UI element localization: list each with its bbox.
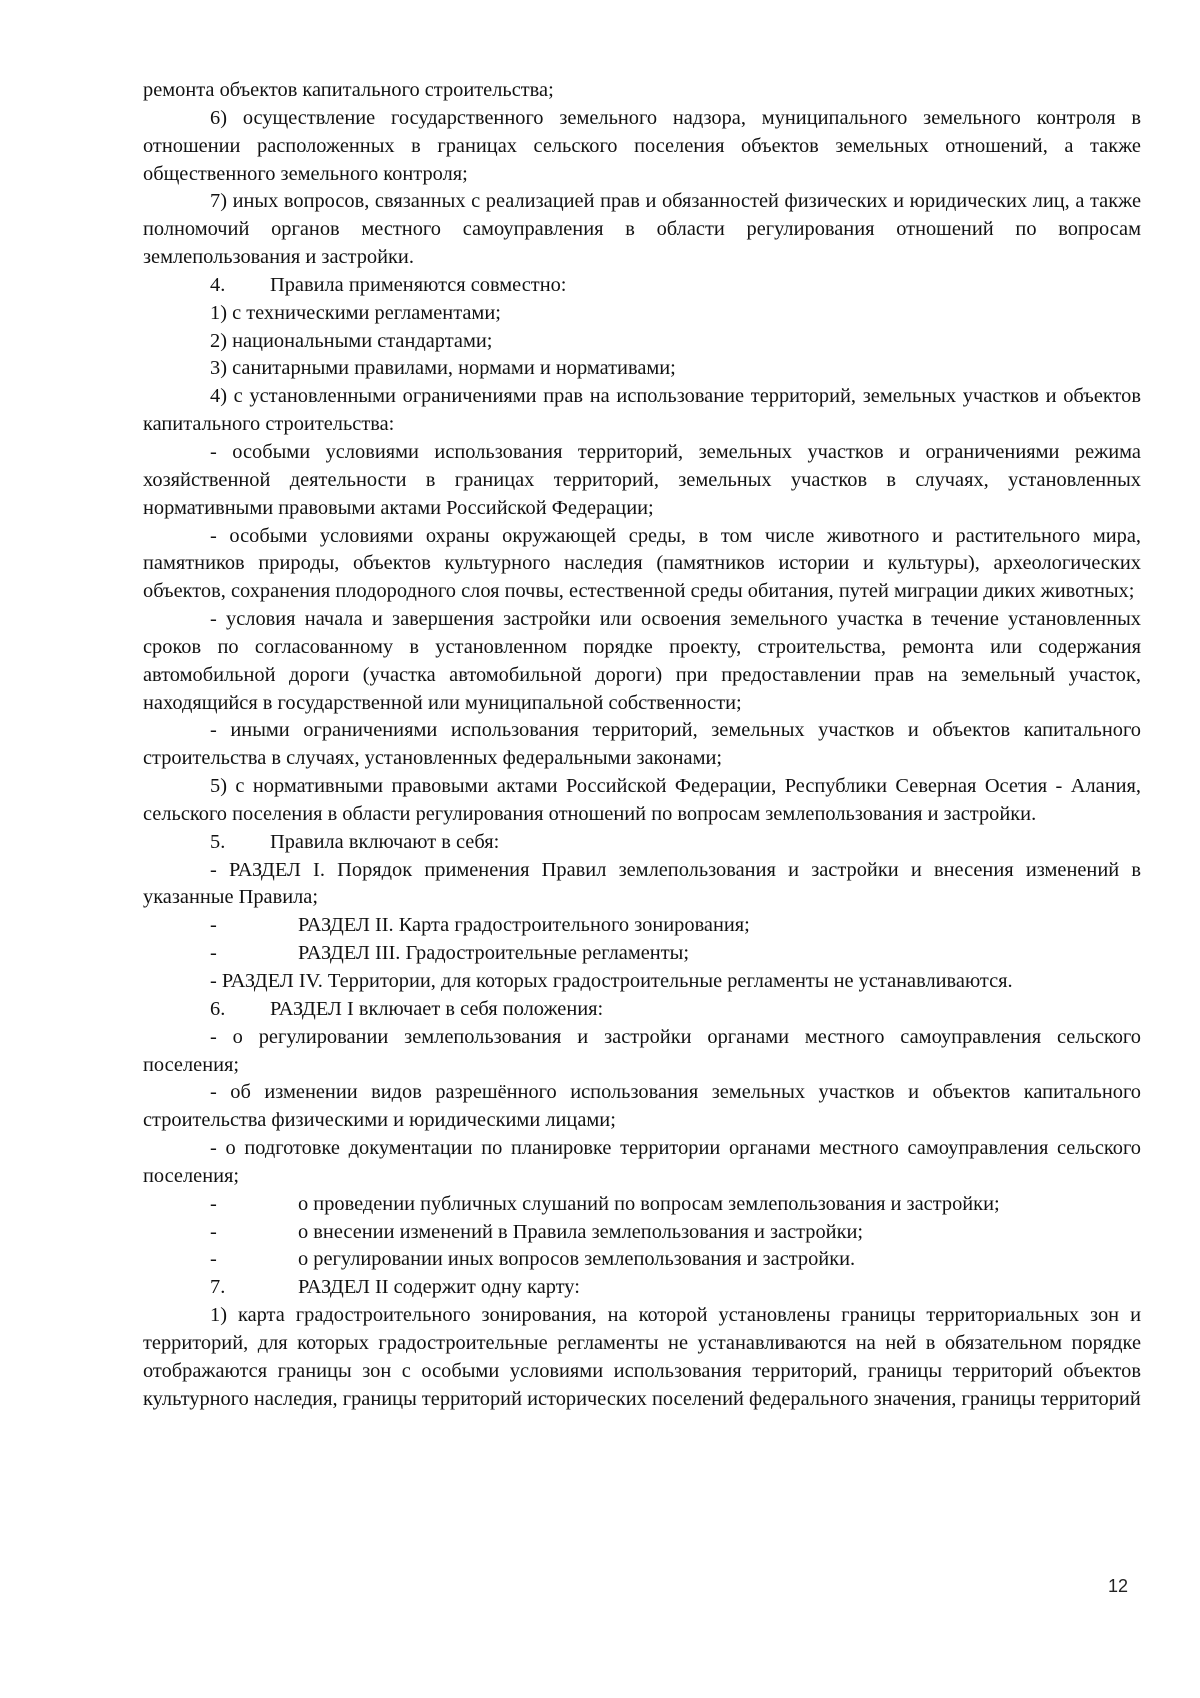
list-item-4: 4) с установленными ограничениями прав на использование территорий, земельных участков и объектов капитального строительства: bbox=[143, 385, 1141, 436]
dash-marker: - bbox=[210, 942, 217, 965]
section-6-number: 6. bbox=[210, 997, 226, 1020]
dash-marker: - bbox=[210, 914, 217, 937]
paragraph-item-6: 6) осуществление государственного земельного надзора, муниципального земельного контроля в отношении расположенных в границах сельского поселения объектов земельных отношений, а также общественного земельного контроля; bbox=[143, 106, 1141, 185]
dash-marker: - bbox=[210, 1192, 217, 1215]
paragraph-item-7: 7) иных вопросов, связанных с реализацией прав и обязанностей физических и юридических лиц, а также полномочий органов местного самоуправления в области регулирования отношений по вопросам землепользования и застройки. bbox=[143, 190, 1141, 269]
section-item-part-2-text: РАЗДЕЛ II. Карта градостроительного зонирования; bbox=[298, 914, 750, 937]
dash-item-special-conditions: - особыми условиями использования территорий, земельных участков и ограничениями режима хозяйственной деятельности в границах территорий, земельных участков в случаях, установленных нормативными правовыми актами Российской Федерации; bbox=[143, 440, 1141, 519]
document-body bbox=[143, 77, 1141, 1414]
section-item-part-1: - РАЗДЕЛ I. Порядок применения Правил землепользования и застройки и внесения изменений в указанные Правила; bbox=[143, 858, 1141, 909]
dash-item-construction-terms: - условия начала и завершения застройки или освоения земельного участка в течение установленных сроков по согласованному в установленном порядке проекту, строительства, ремонта или содержания автомобильной дороги (участка автомобильной дороги) при предоставлении прав на земельный участок, находящийся в государственной или муниципальной собственности; bbox=[143, 608, 1141, 714]
page-number: 12 bbox=[1108, 1576, 1129, 1596]
dash-item-environment: - особыми условиями охраны окружающей среды, в том числе животного и растительного мира, памятников природы, объектов культурного наследия (памятников истории и культуры), археологических объектов, сохранения плодородного слоя почвы, естественной среды обитания, путей миграции диких животных; bbox=[143, 524, 1141, 603]
paragraph-continuation: ремонта объектов капитального строительства; bbox=[143, 79, 554, 101]
dash-marker: - bbox=[210, 1248, 217, 1271]
section-7-heading bbox=[143, 1274, 1141, 1302]
provision-change-of-use: - об изменении видов разрешённого использования земельных участков и объектов капитального строительства физическими и юридическими лицами; bbox=[143, 1081, 1141, 1132]
list-item-5: 5) с нормативными правовыми актами Российской Федерации, Республики Северная Осетия - Алания, сельского поселения в области регулирования отношений по вопросам землепользования и застройки. bbox=[143, 775, 1141, 825]
section-7-number: 7. bbox=[210, 1276, 226, 1299]
section-5-number: 5. bbox=[210, 830, 226, 853]
section-4-heading bbox=[143, 272, 1141, 300]
provision-other-questions bbox=[143, 1246, 1141, 1274]
provision-planning-documents: - о подготовке документации по планировке территории органами местного самоуправления сельского поселения; bbox=[143, 1137, 1141, 1187]
list-item-1: 1) с техническими регламентами; bbox=[210, 301, 501, 324]
provision-regulation: - о регулировании землепользования и застройки органами местного самоуправления сельского поселения; bbox=[143, 1025, 1141, 1076]
section-item-part-3 bbox=[143, 940, 1141, 968]
section-6-title: РАЗДЕЛ I включает в себя положения: bbox=[270, 997, 604, 1020]
map-item-1: 1) карта градостроительного зонирования, на которой установлены границы территориальных зон и территорий, для которых градостроительные регламенты не устанавливаются на ней в обязательном порядке отображаются границы зон с особыми условиями использования территорий, границы территорий объектов культурного наследия, границы территорий исторических поселений федерального значения, границы территорий bbox=[143, 1304, 1141, 1410]
section-item-part-4: - РАЗДЕЛ IV. Территории, для которых градостроительные регламенты не устанавливаются. bbox=[210, 970, 1013, 992]
section-5-heading bbox=[143, 829, 1141, 857]
provision-amendments bbox=[143, 1219, 1141, 1247]
section-7-title: РАЗДЕЛ II содержит одну карту: bbox=[298, 1276, 580, 1299]
section-item-part-3-text: РАЗДЕЛ III. Градостроительные регламенты; bbox=[298, 942, 689, 965]
section-5-title: Правила включают в себя: bbox=[270, 830, 500, 853]
provision-public-hearings bbox=[143, 1191, 1141, 1219]
list-item-2: 2) национальными стандартами; bbox=[210, 329, 493, 352]
section-6-heading bbox=[143, 996, 1141, 1024]
section-item-part-2 bbox=[143, 912, 1141, 940]
dash-marker: - bbox=[210, 1220, 217, 1243]
dash-item-other-restrictions: - иными ограничениями использования территорий, земельных участков и объектов капитального строительства в случаях, установленных федеральными законами; bbox=[143, 719, 1141, 770]
section-4-title: Правила применяются совместно: bbox=[270, 273, 567, 296]
provision-public-hearings-text: о проведении публичных слушаний по вопросам землепользования и застройки; bbox=[298, 1192, 1000, 1215]
section-4-number: 4. bbox=[210, 273, 226, 296]
provision-amendments-text: о внесении изменений в Правила землепользования и застройки; bbox=[298, 1220, 864, 1243]
provision-other-questions-text: о регулировании иных вопросов землепользования и застройки. bbox=[298, 1248, 856, 1271]
list-item-3: 3) санитарными правилами, нормами и нормативами; bbox=[210, 357, 676, 380]
